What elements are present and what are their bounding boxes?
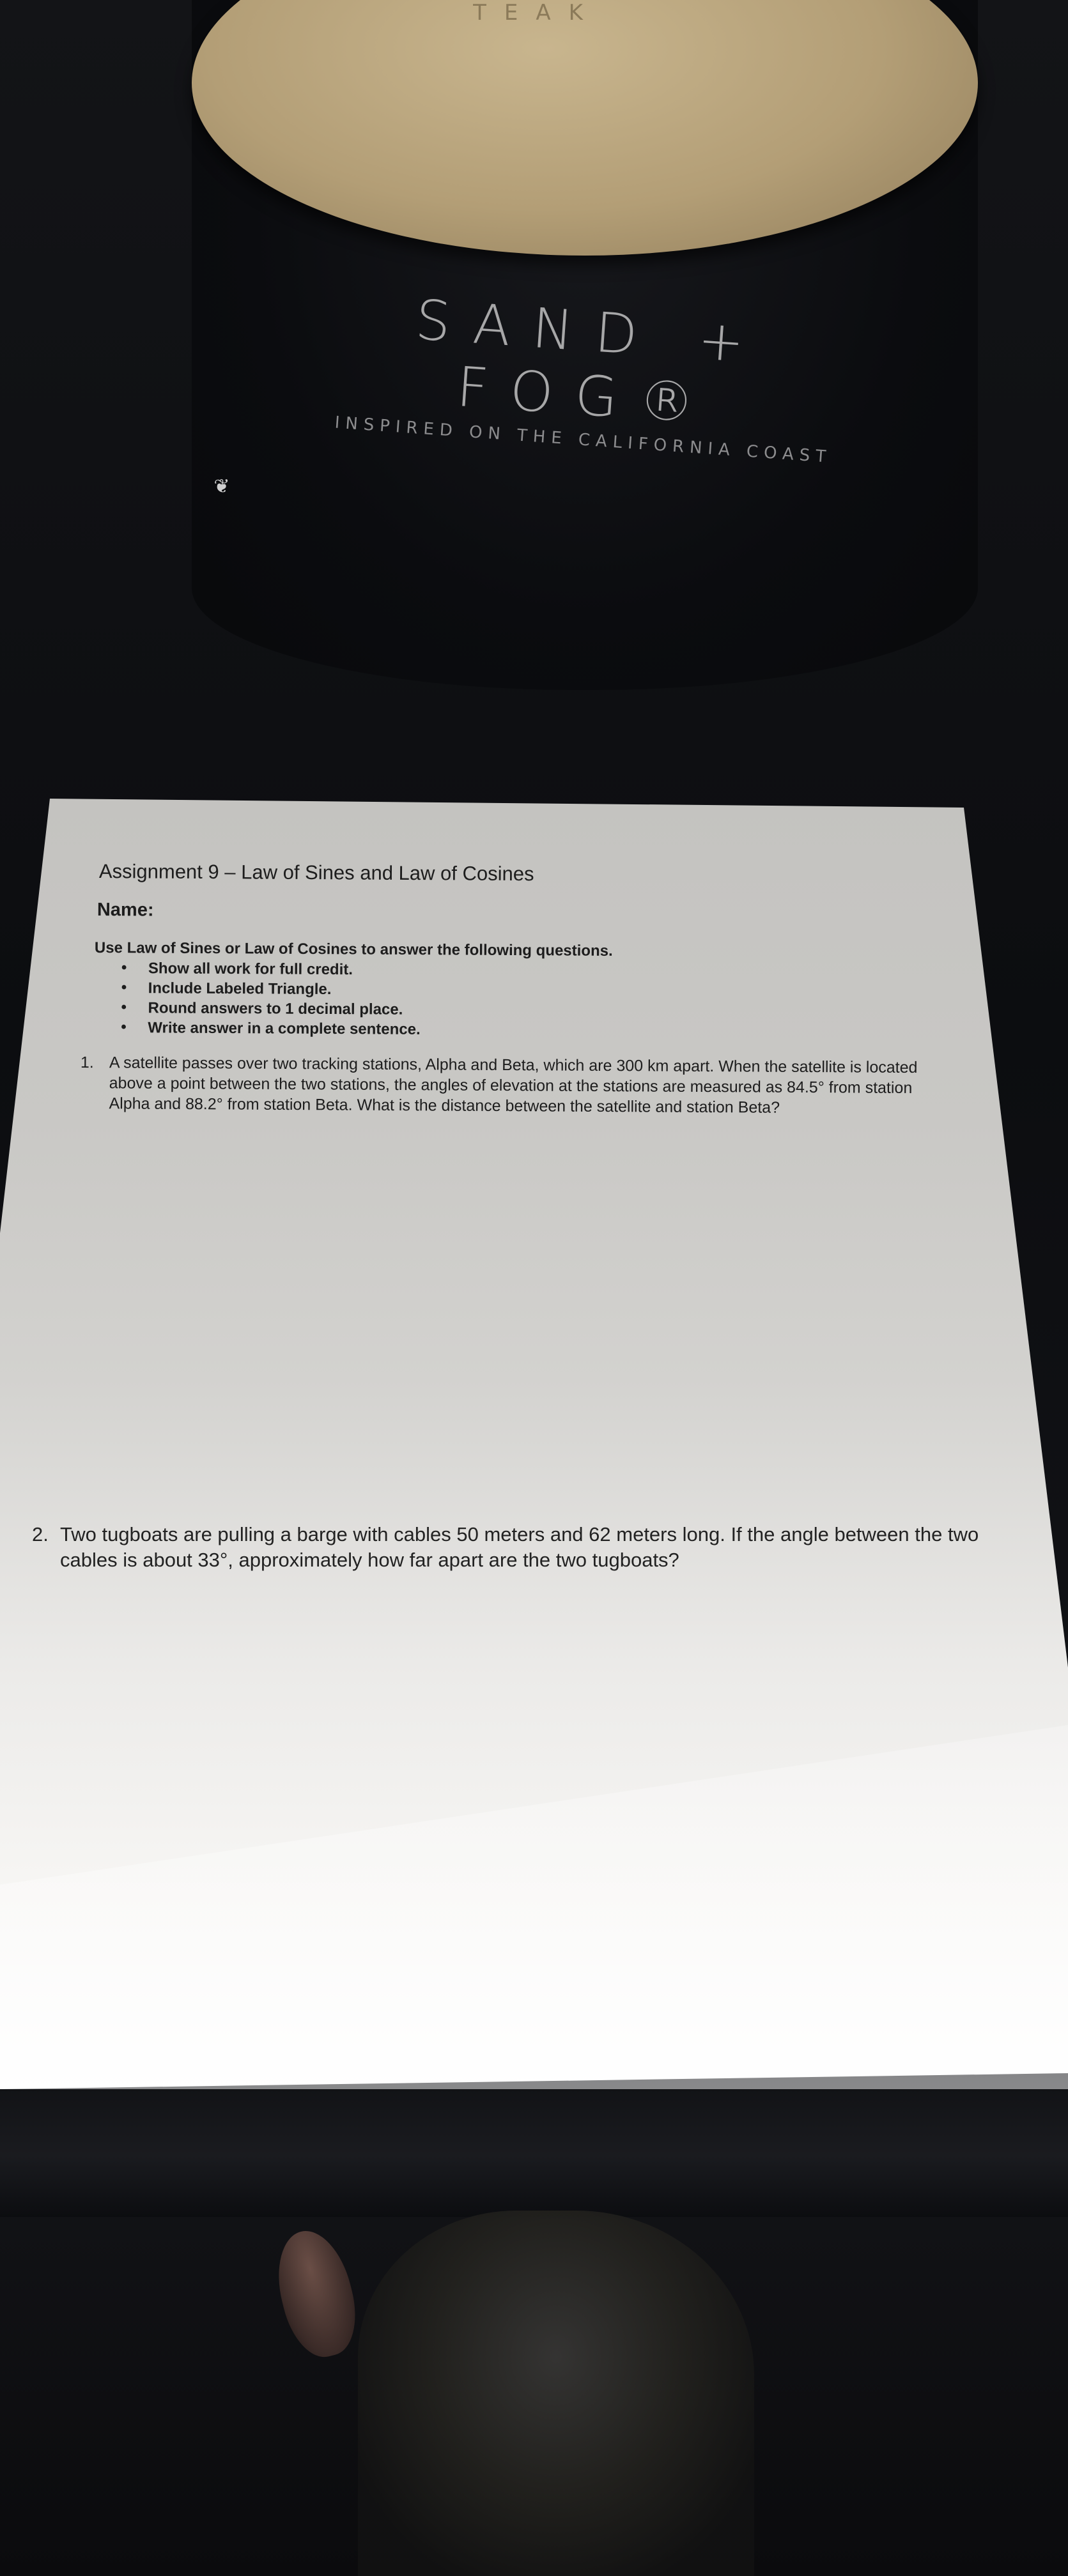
brand-tagline: INSPIRED ON THE CALIFORNIA COAST [334, 413, 833, 467]
list-item: • Include Labeled Triangle. [121, 979, 421, 1001]
brand-name: SAND + FOG® [413, 288, 768, 437]
question-number: 2. [32, 1523, 49, 1545]
instructions: Use Law of Sines or Law of Cosines to answer the following questions. [94, 939, 613, 960]
question-text: A satellite passes over two tracking stations, Alpha and Beta, which are 300 km apart. When the satellite is located above a point between the two stations, the angles of elevation at the stations are measured as 84.5° from station Alpha and 88.2° from station Beta. What is the distance between the satellite and station Beta? [109, 1054, 918, 1117]
floor-carpet [358, 2211, 754, 2576]
worksheet-title: Assignment 9 – Law of Sines and Law of Cosines [98, 860, 534, 885]
finger-shadow [267, 2223, 366, 2365]
lid-engraving: TEAK [473, 0, 601, 26]
question-1 [80, 1052, 950, 1119]
question-number: 1. [80, 1054, 94, 1072]
twig-icon: ❦ [213, 476, 230, 497]
list-item: • Write answer in a complete sentence. [121, 1019, 421, 1041]
name-label: Name: [97, 900, 154, 921]
list-item: • Show all work for full credit. [121, 960, 421, 981]
question-2 [32, 1522, 991, 1573]
instruction-list [121, 960, 421, 1041]
question-text: Two tugboats are pulling a barge with cables 50 meters and 62 meters long. If the angle between the two cables is about 33°, approximately how far apart are the two tugboats? [60, 1523, 979, 1571]
list-item: • Round answers to 1 decimal place. [121, 999, 421, 1021]
